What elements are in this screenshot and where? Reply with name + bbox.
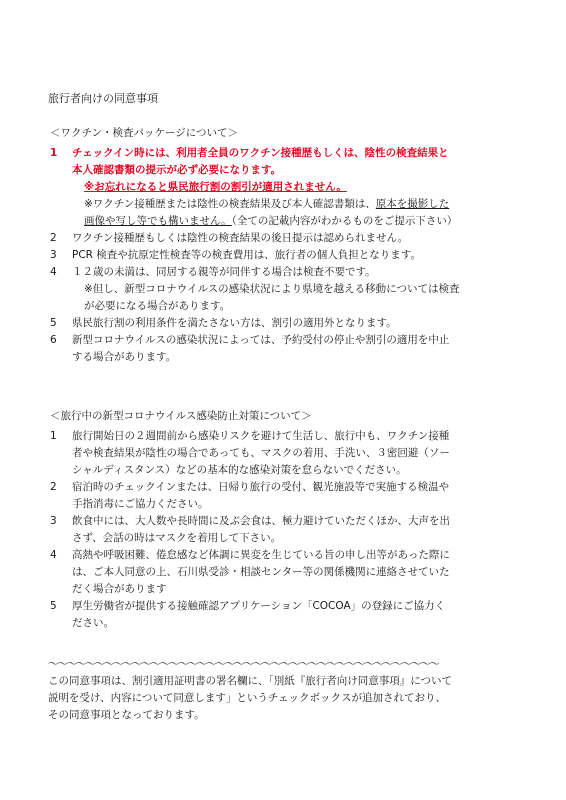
item-number: 2 xyxy=(50,232,57,244)
list-item xyxy=(48,513,516,547)
item-text: 県民旅行割の利用条件を満たさない方は、割引の適用外となります。 xyxy=(72,317,397,329)
vaccine-package-list xyxy=(48,145,516,366)
item-number: 1 xyxy=(50,430,57,442)
list-item xyxy=(48,479,516,513)
item-number: 6 xyxy=(50,334,57,346)
item-number: 2 xyxy=(50,481,57,493)
item-number: 5 xyxy=(50,317,57,329)
item-text: 旅行開始日の２週間前から感染リスクを避けて生活し、旅行中も、ワクチン接種 xyxy=(72,430,450,442)
item-number: 3 xyxy=(50,515,57,527)
note-text: 画像や写し等でも構いません。（全ての記載内容がわかるものをご提示下さい） xyxy=(84,215,458,227)
item-text: は、ご本人同意の上、石川県受診・相談センター等の関係機関に連絡させていた xyxy=(72,566,450,578)
item-text: １２歳の未満は、同居する親等が同伴する場合は検査不要です。 xyxy=(72,266,376,278)
wave-divider: ～～～～～～～～～～～～～～～～～～～～～～～～～～～～～～～～～～～～～～～～～～ xyxy=(48,658,439,670)
item-text: する場合があります。 xyxy=(72,351,177,363)
note-text: が必要になる場合があります。 xyxy=(84,300,231,312)
item-text: さず、会話の時はマスクを着用して下さい。 xyxy=(72,532,282,544)
list-item xyxy=(48,547,516,598)
item-number: 4 xyxy=(50,549,57,561)
infection-prevention-list xyxy=(48,428,516,632)
footer-text: その同意事項となっております。 xyxy=(48,709,205,721)
item-text: ワクチン接種歴もしくは陰性の検査結果の後日提示は認められません。 xyxy=(72,232,409,244)
document-title: 旅行者向けの同意事項 xyxy=(48,92,158,105)
note-text: ※ワクチン接種歴または陰性の検査結果及び本人確認書類は、原本を撮影した xyxy=(84,198,450,210)
list-item xyxy=(48,332,516,366)
item-text: だく場合があります xyxy=(72,583,167,595)
section-heading-vaccine-package: ＜ワクチン・検査パッケージについて＞ xyxy=(50,127,239,139)
list-item xyxy=(48,145,516,230)
item-text: 飲食中には、大人数や長時間に及ぶ会食は、極力避けていただくほか、大声を出 xyxy=(72,515,450,527)
list-item xyxy=(48,264,516,315)
footer-text: 説明を受け、内容について同意します」というチェックボックスが追加されており、 xyxy=(48,692,446,704)
item-number: 5 xyxy=(50,600,57,612)
list-item xyxy=(48,315,516,332)
list-item xyxy=(48,247,516,264)
item-text: 厚生労働省が提供する接触確認アプリケーション「COCOA」の登録にご協力く xyxy=(72,600,446,612)
item-text: PCR 検査や抗原定性検査等の検査費用は、旅行者の個人負担となります。 xyxy=(72,249,421,261)
footer-text: この同意事項は、割引適用証明書の署名欄に、「別紙『旅行者向け同意事項』について xyxy=(48,675,453,687)
item-text: ださい。 xyxy=(72,617,114,629)
list-item xyxy=(48,598,516,632)
footer-note xyxy=(48,673,516,724)
note-text: ※但し、新型コロナウイルスの感染状況により県境を越える移動については検査 xyxy=(84,283,460,295)
item-text: 新型コロナウイルスの感染状況によっては、予約受付の停止や割引の適用を中止 xyxy=(72,334,450,346)
item-text: 者や検査結果が陰性の場合であっても、マスクの着用、手洗い、３密回避（ソー xyxy=(72,447,450,459)
item-text: 宿泊時のチェックインまたは、日帰り旅行の受付、観光施設等で実施する検温や xyxy=(72,481,450,493)
list-item xyxy=(48,428,516,479)
item-text: 高熱や呼吸困難、倦怠感など体調に異変を生じている旨の申し出等があった際に xyxy=(72,549,450,561)
item-text: シャルディスタンス）などの基本的な感染対策を怠らないでください。 xyxy=(72,464,407,476)
emphasis-warning: ※お忘れになると県民旅行割の割引が適用されません。 xyxy=(84,181,347,193)
item-number: 1 xyxy=(50,147,58,159)
item-number: 3 xyxy=(50,249,57,261)
emphasis-text: 本人確認書類の提示が必ず必要になります。 xyxy=(72,164,282,176)
section-heading-infection-prevention: ＜旅行中の新型コロナウイルス感染防止対策について＞ xyxy=(50,410,312,422)
emphasis-text: チェックイン時には、利用者全員のワクチン接種歴もしくは、陰性の検査結果と xyxy=(72,147,449,159)
item-number: 4 xyxy=(50,266,57,278)
item-text: 手指消毒にご協力ください。 xyxy=(72,498,209,510)
list-item xyxy=(48,230,516,247)
